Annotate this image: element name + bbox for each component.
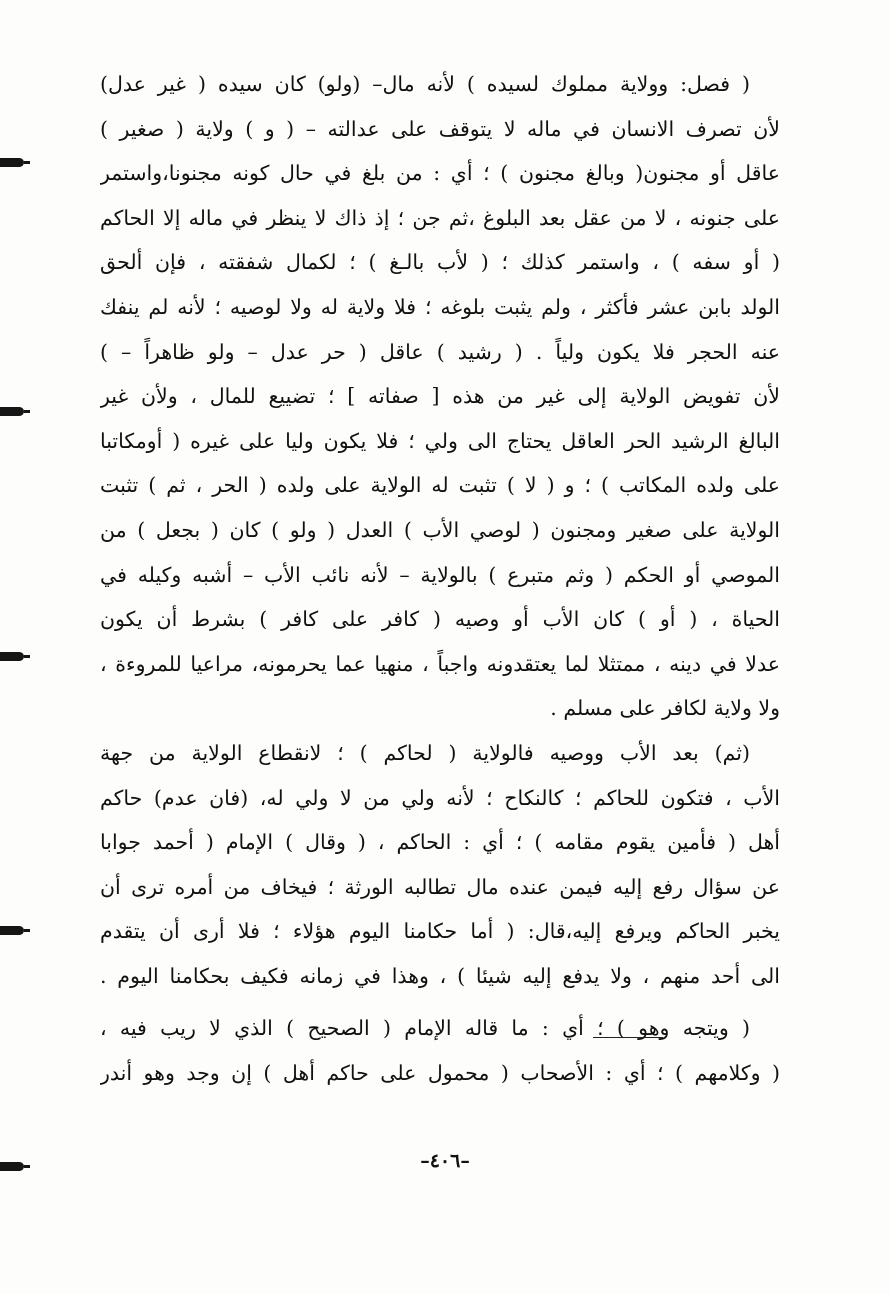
text-line: ( أو سفه ) ، واستمر كذلك ؛ ( لأب بالـغ ) ؛ لكمال شفقته ، فإن ألحق (100, 250, 780, 275)
text-line: أهل ( فأمين يقوم مقامه ) ؛ أي : الحاكم ، ( وقال ) الإمام ( أحمد جوابا (100, 830, 780, 855)
text-line: ولا ولاية لكافر على مسلم . (550, 696, 780, 721)
paragraph-1 (100, 62, 780, 731)
text-line: ( وكلامهم ) ؛ أي : الأصحاب ( محمول على حاكم أهل ) إن وجد وهو أندر (100, 1061, 780, 1086)
text-line: الحياة ، ( أو ) كان الأب أو وصيه ( كافر على كافر ) بشرط أن يكون (100, 607, 780, 632)
binding-mark (0, 407, 24, 416)
binding-mark (0, 158, 24, 167)
separator-rule (593, 1037, 663, 1038)
paragraph-3 (100, 1006, 780, 1095)
text-line: الموصي أو الحكم ( وثم متبرع ) بالولاية – لأنه نائب الأب – أشبه وكيله في (100, 562, 780, 587)
text-line: عدلا في دينه ، ممتثلا لما يعتقدونه واجباً ، منهيا عما يحرمونه، مراعيا للمروءة ، (100, 651, 780, 676)
text-line: الولاية على صغير ومجنون ( لوصي الأب ) العدل ( ولو ) كان ( بجعل ) من (100, 517, 780, 542)
text-line: يخبر الحاكم ويرفع إليه،قال: ( أما حكامنا اليوم هؤلاء ؛ فلا أرى أن يتقدم (100, 919, 780, 944)
text-line: عن سؤال رفع إليه فيمن عنده مال تطالبه الورثة ؛ فيخاف من أمره ترى أن (100, 874, 780, 899)
text-line: على جنونه ، لا من عقل بعد البلوغ ،ثم جن ؛ إذ ذاك لا ينظر في ماله إلا الحاكم (100, 205, 780, 230)
text-line: عنه الحجر فلا يكون ولياً . ( رشيد ) عاقل ( حر عدل – ولو ظاهراً – ) (100, 339, 780, 364)
text-line: الأب ، فتكون للحاكم ؛ كالنكاح ؛ لأنه ولي من لا ولي له، (فان عدم) حاكم (100, 785, 780, 810)
text-line: ( ويتجه وهو ) ؛ أي : ما قاله الإمام ( الصحيح ) الذي لا ريب فيه ، (100, 1016, 750, 1041)
text-line: على ولده المكاتب ) ؛ و ( لا ) تثبت له الولاية على ولده ( الحر ، ثم ) تثبت (100, 473, 780, 498)
text-line: الولد بابن عشر فأكثر ، ولم يثبت بلوغه ؛ فلا ولاية له ولا لوصيه ؛ لأنه لم ينفك (100, 294, 780, 319)
binding-mark (0, 926, 24, 935)
main-text (100, 62, 780, 1096)
text-line: ( فصل: وولاية مملوك لسيده ) لأنه مال– (ولو) كان سيده ( غير عدل) (100, 72, 750, 96)
text-line: الى أحد منهم ، ولا يدفع إليه شيئا ) ، وهذا في زمانه فكيف بحكامنا اليوم . (100, 963, 780, 988)
text-line: (ثم) بعد الأب ووصيه فالولاية ( لحاكم ) ؛ لانقطاع الولاية من جهة (100, 740, 750, 765)
text-line: عاقل أو مجنون( وبالغ مجنون ) ؛ أي : من بلغ في حال كونه مجنونا،واستمر (100, 161, 780, 186)
binding-mark (0, 652, 24, 661)
text-line: لأن تفويض الولاية إلى غير من هذه [ صفاته ] ؛ تضييع للمال ، ولأن غير (100, 384, 780, 409)
section-gap (100, 998, 780, 1006)
text-line: البالغ الرشيد الحر العاقل يحتاج الى ولي ؛ فلا يكون وليا على غيره ( أومكاتبا (100, 428, 780, 453)
text-line: لأن تصرف الانسان في ماله لا يتوقف على عدالته – ( و ) ولاية ( صغير ) (100, 116, 780, 141)
paragraph-2 (100, 731, 780, 999)
binding-mark (0, 1162, 24, 1171)
page-number: –٤٠٦– (420, 1150, 470, 1172)
